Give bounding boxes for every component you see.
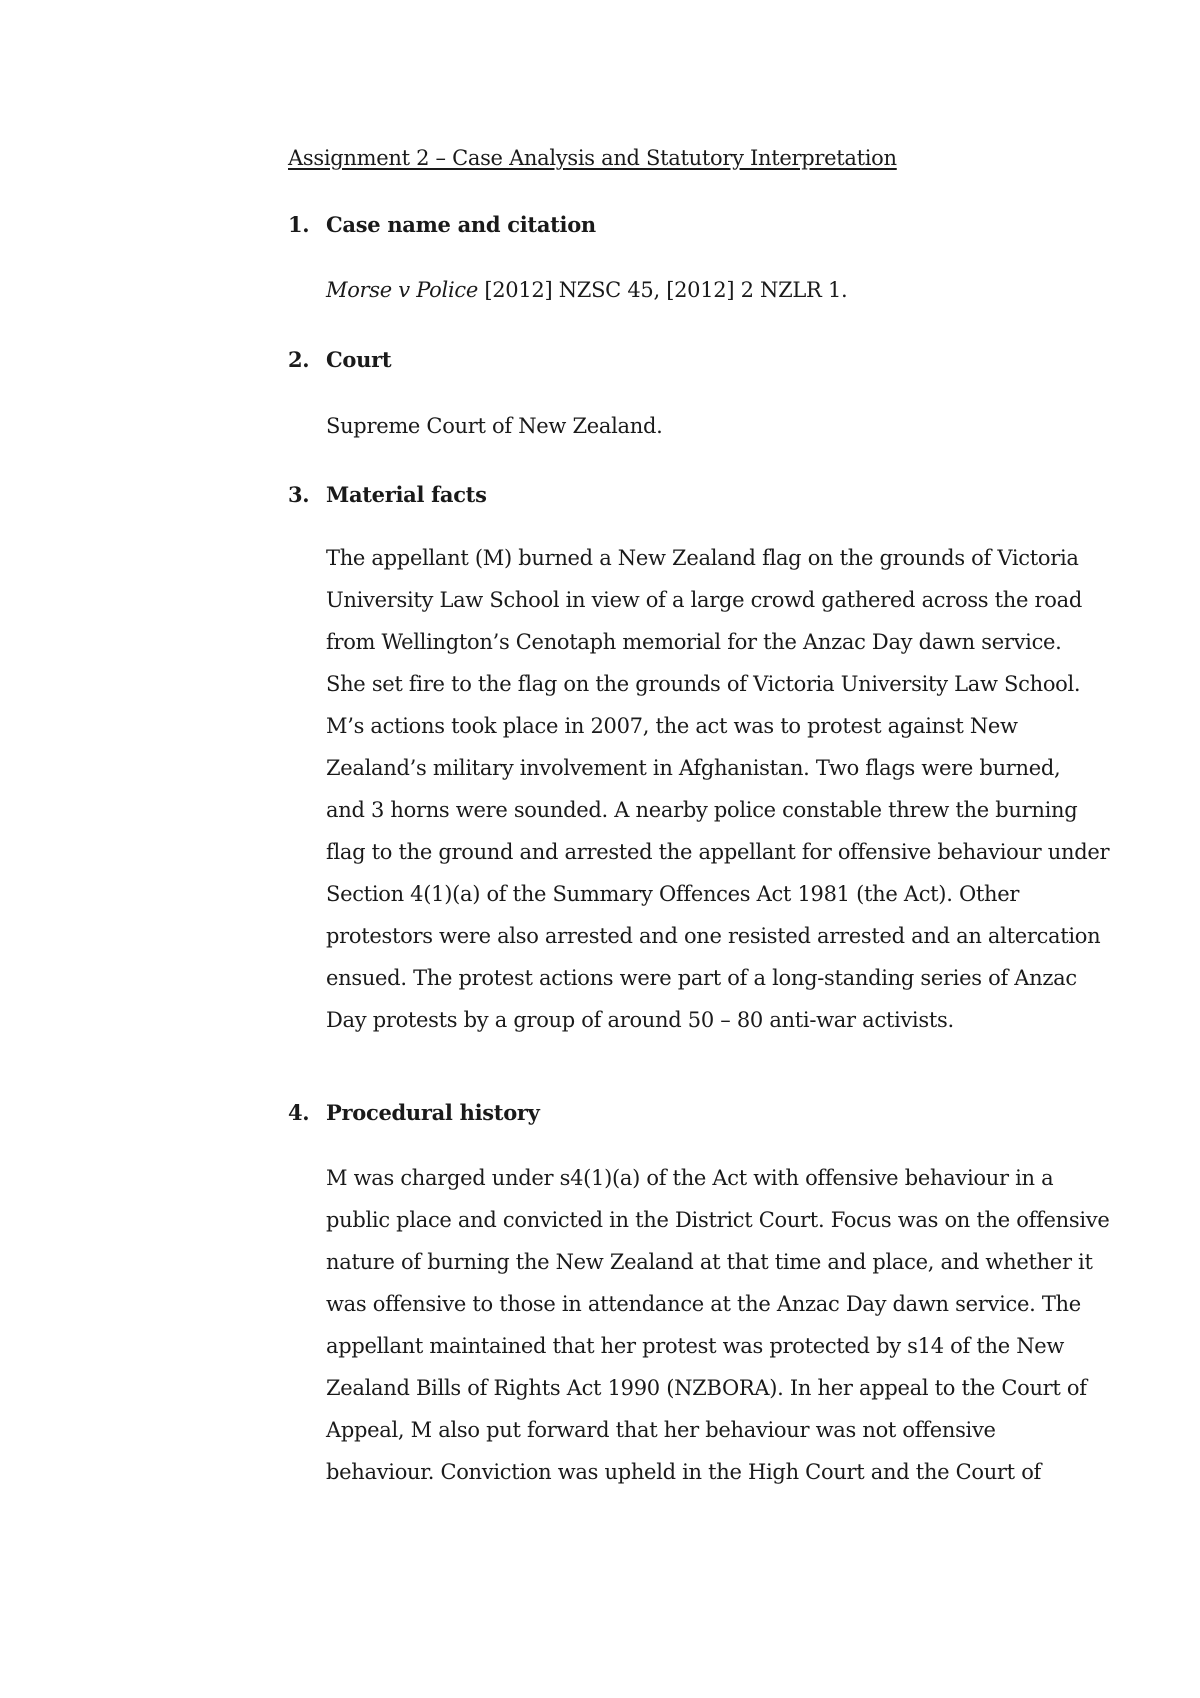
paragraph-line: The appellant (M) burned a New Zealand flag on the grounds of Victoria xyxy=(326,546,1079,570)
section-title: Material facts xyxy=(326,482,487,507)
paragraph-line: M’s actions took place in 2007, the act was to protest against New xyxy=(326,714,1018,738)
section-title: Case name and citation xyxy=(326,212,596,237)
section-number: 4. xyxy=(288,1100,310,1125)
document-title: Assignment 2 – Case Analysis and Statutory Interpretation xyxy=(288,146,897,170)
section-title: Procedural history xyxy=(326,1100,540,1125)
court-text: Supreme Court of New Zealand. xyxy=(326,414,663,438)
paragraph-line: appellant maintained that her protest was protected by s14 of the New xyxy=(326,1334,1065,1358)
paragraph-line: ensued. The protest actions were part of a long-standing series of Anzac xyxy=(326,966,1077,990)
paragraph-line: from Wellington’s Cenotaph memorial for the Anzac Day dawn service. xyxy=(326,630,1062,654)
section-number: 2. xyxy=(288,347,310,372)
procedural-history-paragraph xyxy=(326,1157,1110,1493)
paragraph-line: flag to the ground and arrested the appellant for offensive behaviour under xyxy=(326,840,1110,864)
section-heading-material-facts xyxy=(288,482,487,507)
paragraph-line: Section 4(1)(a) of the Summary Offences Act 1981 (the Act). Other xyxy=(326,882,1020,906)
section-heading-case-name xyxy=(288,212,596,237)
paragraph-line: nature of burning the New Zealand at that time and place, and whether it xyxy=(326,1250,1093,1274)
paragraph-line: University Law School in view of a large crowd gathered across the road xyxy=(326,588,1082,612)
section-heading-court xyxy=(288,347,391,372)
case-citation xyxy=(326,278,847,302)
paragraph-line: was offensive to those in attendance at the Anzac Day dawn service. The xyxy=(326,1292,1081,1316)
paragraph-line: Zealand’s military involvement in Afghanistan. Two flags were burned, xyxy=(326,756,1061,780)
section-number: 3. xyxy=(288,482,310,507)
section-number: 1. xyxy=(288,212,310,237)
material-facts-paragraph xyxy=(326,537,1110,1041)
paragraph-line: Day protests by a group of around 50 – 80 anti-war activists. xyxy=(326,1008,954,1032)
section-title: Court xyxy=(326,347,392,372)
paragraph-line: protestors were also arrested and one resisted arrested and an altercation xyxy=(326,924,1101,948)
case-name: Morse v Police xyxy=(326,278,478,302)
paragraph-line: public place and convicted in the District Court. Focus was on the offensive xyxy=(326,1208,1110,1232)
paragraph-line: and 3 horns were sounded. A nearby police constable threw the burning xyxy=(326,798,1078,822)
citation-text: [2012] NZSC 45, [2012] 2 NZLR 1. xyxy=(477,278,848,302)
paragraph-line: M was charged under s4(1)(a) of the Act with offensive behaviour in a xyxy=(326,1166,1054,1190)
section-heading-procedural-history xyxy=(288,1100,540,1125)
paragraph-line: Zealand Bills of Rights Act 1990 (NZBORA). In her appeal to the Court of xyxy=(326,1376,1087,1400)
paragraph-line: She set fire to the flag on the grounds of Victoria University Law School. xyxy=(326,672,1081,696)
paragraph-line: behaviour. Conviction was upheld in the High Court and the Court of xyxy=(326,1460,1042,1484)
paragraph-line: Appeal, M also put forward that her behaviour was not offensive xyxy=(326,1418,996,1442)
